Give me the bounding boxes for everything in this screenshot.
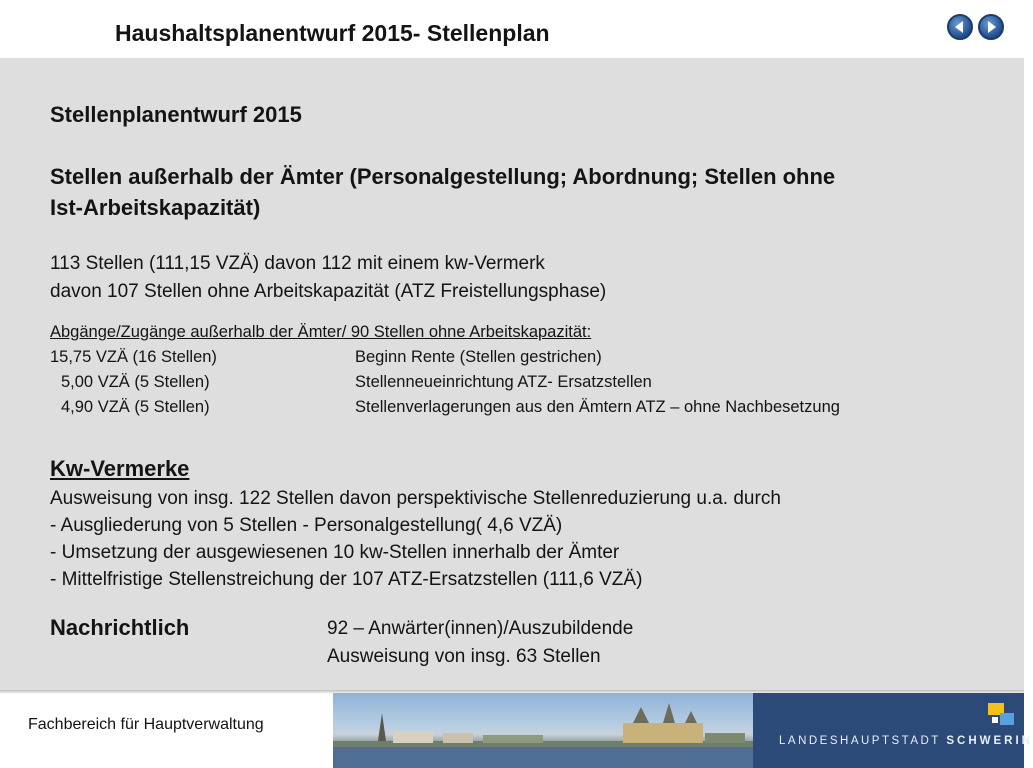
summary-line-2: davon 107 Stellen ohne Arbeitskapazität (ATZ Freistellungsphase) [50,281,607,302]
prev-slide-button[interactable] [947,14,973,40]
arrow-left-circle-icon [953,20,967,34]
skyline-illustration [333,693,753,768]
slide-content [0,58,1024,690]
city-brand-panel [753,693,1033,768]
note-line: Ausweisung von insg. 63 Stellen [327,646,601,667]
change-amount: 4,90 VZÄ (5 Stellen) [61,398,210,416]
change-description: Stellenverlagerungen aus den Ämtern ATZ – ohne Nachbesetzung [355,398,840,416]
kw-heading: Kw-Vermerke [50,456,190,481]
arrow-right-circle-icon [984,20,998,34]
note-line: 92 – Anwärter(innen)/Auszubildende [327,618,634,639]
schwerin-castle-skyline-image [333,693,1033,768]
change-amount: 15,75 VZÄ (16 Stellen) [50,348,217,366]
department-label: Fachbereich für Hauptverwaltung [28,716,264,733]
note-heading: Nachrichtlich [50,615,190,640]
kw-line: - Umsetzung der ausgewiesenen 10 kw-Stellen innerhalb der Ämter [50,542,620,563]
kw-line: - Ausgliederung von 5 Stellen - Personalgestellung( 4,6 VZÄ) [50,515,563,536]
kw-line: Ausweisung von insg. 122 Stellen davon perspektivische Stellenreduzierung u.a. durch [50,488,781,509]
city-brand-text: LANDESHAUPTSTADT SCHWERIN [779,735,1033,747]
header [0,0,1024,58]
content-heading: Stellenplanentwurf 2015 [50,102,302,127]
change-amount: 5,00 VZÄ (5 Stellen) [61,373,210,391]
change-description: Beginn Rente (Stellen gestrichen) [355,348,602,366]
change-description: Stellenneueinrichtung ATZ- Ersatzstellen [355,373,652,391]
kw-line: - Mittelfristige Stellenstreichung der 107 ATZ-Ersatzstellen (111,6 VZÄ) [50,569,643,590]
page-title: Haushaltsplanentwurf 2015- Stellenplan [115,20,550,46]
section-title-line1: Stellen außerhalb der Ämter (Personalgestellung; Abordnung; Stellen ohne [50,164,836,189]
schwerin-crest-logo-icon [978,703,1018,733]
changes-heading: Abgänge/Zugänge außerhalb der Ämter/ 90 Stellen ohne Arbeitskapazität: [50,323,592,341]
summary-line-1: 113 Stellen (111,15 VZÄ) davon 112 mit einem kw-Vermerk [50,253,545,274]
next-slide-button[interactable] [978,14,1004,40]
footer [0,690,1033,768]
section-title-line2: Ist-Arbeitskapazität) [50,195,261,220]
